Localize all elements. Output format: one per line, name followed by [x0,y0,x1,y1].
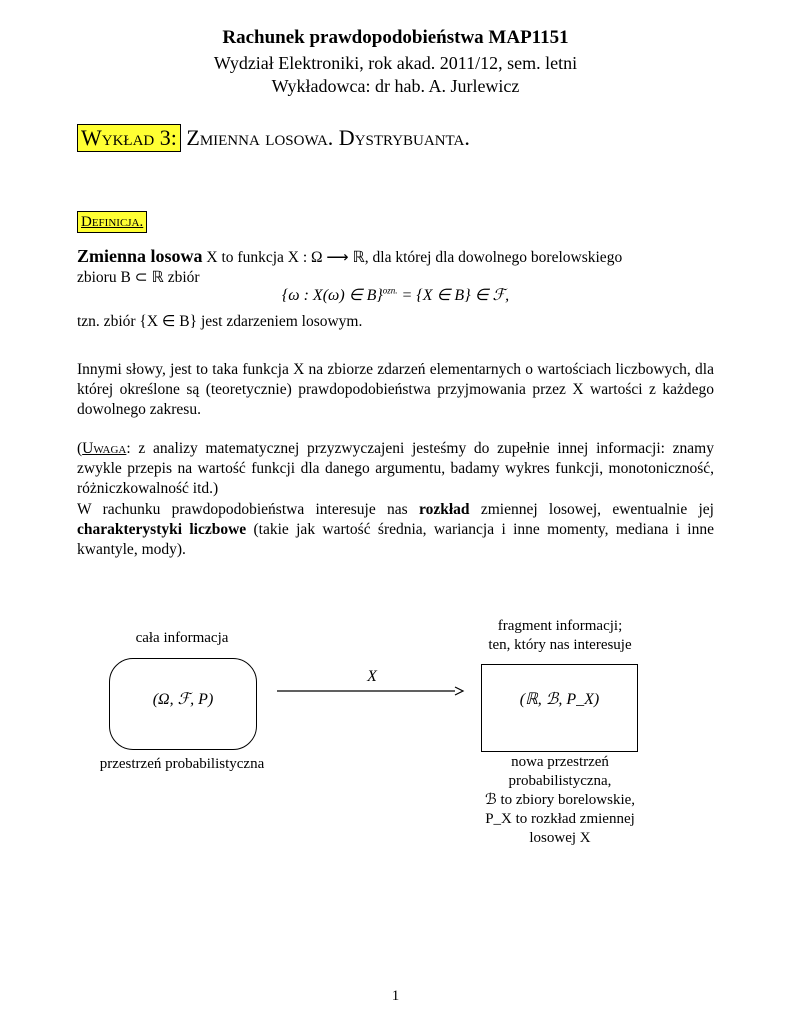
right-caption-bottom-line-2: probabilistyczna, [508,773,612,789]
right-caption-top-line-2: ten, który nas interesuje [488,637,632,653]
definition-line-1 [77,246,714,268]
definition-line-1-rest: X to funkcja X : Ω ⟶ ℝ, dla której dla dowolnego borelowskiego [202,249,623,266]
formula-right: = {X ∈ B} ∈ ℱ, [397,287,510,304]
definition-line-3: tzn. zbiór {X ∈ B} jest zdarzeniem losowym. [77,313,363,330]
arrow-label: X [367,668,377,685]
paragraph-note [77,439,714,499]
definition-line-2: zbioru B ⊂ ℝ zbiór [77,269,200,286]
faculty-line: Wydział Elektroniki, rok akad. 2011/12, sem. letni [213,53,578,73]
new-space-label: (ℝ, ℬ, P_X) [519,691,600,708]
lecture-title: Zmienna losowa. Dystrybuanta. [186,125,470,150]
right-caption-bottom [470,753,650,848]
note-label: Uwaga [82,440,127,457]
right-caption-bottom-line-4: P_X to rozkład zmiennej [485,811,635,827]
definition-label [77,211,147,233]
lecturer-line: Wykładowca: dr hab. A. Jurlewicz [271,76,520,96]
lecture-heading [77,124,470,152]
lecture-number-label: Wykład 3: [77,124,181,152]
note-text: : z analizy matematycznej przyzwyczajeni jesteśmy do zupełnie innej informacji: znamy zwykle przepis na wartość funkcji dla danego argumentu, badamy wykres funkcji, monotoniczność, różniczkowalność itd.) [77,440,714,497]
definition-formula [0,285,791,305]
page-number: 1 [391,988,400,1004]
paragraph-in-other-words: Innymi słowy, jest to taka funkcja X na zbiorze zdarzeń elementarnych o wartościach liczbowych, dla której określone są (teoretycznie) prawdopodobieństwa przyjmowania przez X wartości z każdego dowolnego zakresu. [77,361,714,418]
p4-bold-characteristics: charakterystyki liczbowe [77,521,247,538]
left-caption-bottom: przestrzeń probabilistyczna [99,756,265,772]
right-caption-top-line-1: fragment informacji; [497,618,623,634]
p4-bold-distribution: rozkład [419,501,470,518]
note-open-paren: ( [77,440,83,457]
left-caption-top: cała informacja [135,630,229,646]
arrow-head [455,687,463,695]
p4-text-c: zmiennej losowej, ewentualnie jej [469,501,714,518]
probability-space-label: (Ω, ℱ, P) [152,691,214,708]
right-caption-bottom-line-1: nowa przestrzeń [511,754,609,770]
definition-label-text: Definicja. [77,211,147,233]
formula-left: {ω : X(ω) ∈ B} [281,287,383,304]
right-caption-bottom-line-3: ℬ to zbiory borelowskie, [484,792,636,808]
paragraph-distribution [77,500,714,560]
definition-term: Zmienna losowa [77,246,203,266]
formula-sup: ozn. [382,285,398,296]
right-caption-bottom-line-5: losowej X [529,830,591,846]
course-title: Rachunek prawdopodobieństwa MAP1151 [222,27,569,48]
p4-text-e: (takie jak wartość średnia, wariancja i inne momenty, mediana i inne kwantyle, mody). [77,521,714,558]
p4-text-a: W rachunku prawdopodobieństwa interesuje nas [77,501,419,518]
right-caption-top [470,617,650,655]
